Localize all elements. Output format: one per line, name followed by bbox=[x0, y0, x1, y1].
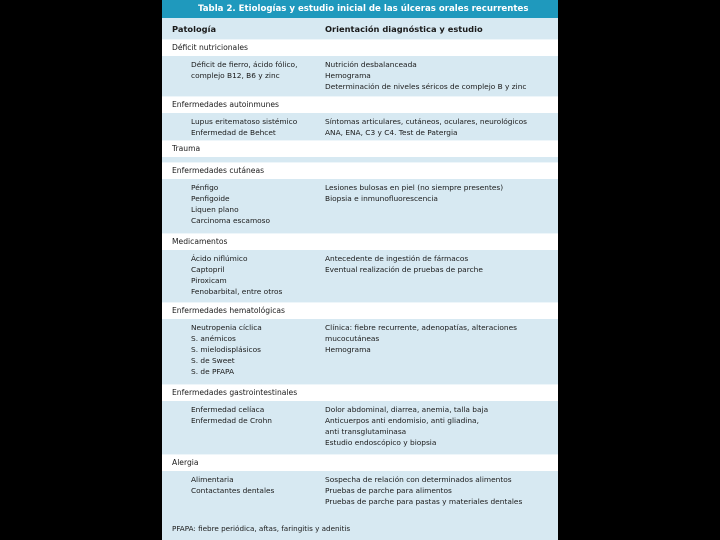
diagnosis-line: Determinación de niveles séricos de complejo B y zinc bbox=[325, 82, 527, 91]
detail-row bbox=[162, 471, 558, 515]
diagnosis-line: Anticuerpos anti endomisio, anti gliadina, bbox=[325, 416, 479, 425]
diagnosis-line: Biopsia e inmunofluorescencia bbox=[325, 194, 438, 203]
category-row bbox=[162, 141, 558, 157]
footnote-row bbox=[162, 515, 558, 540]
pathology-cell bbox=[191, 182, 270, 226]
category-label: Enfermedades cutáneas bbox=[172, 166, 265, 175]
category-row bbox=[162, 40, 558, 56]
pathology-line: Piroxicam bbox=[191, 276, 227, 285]
category-row bbox=[162, 385, 558, 401]
row-divider bbox=[162, 302, 558, 303]
diagnosis-line: Hemograma bbox=[325, 345, 371, 354]
pathology-line: Lupus eritematoso sistémico bbox=[191, 117, 298, 126]
diagnosis-cell bbox=[325, 59, 526, 92]
detail-row bbox=[162, 113, 558, 141]
pathology-line: Pénfigo bbox=[191, 183, 219, 192]
detail-row bbox=[162, 56, 558, 97]
pathology-cell bbox=[191, 59, 297, 81]
row-divider bbox=[162, 233, 558, 234]
category-label: Trauma bbox=[172, 144, 201, 153]
pathology-line: S. de PFAPA bbox=[191, 367, 235, 376]
row-divider bbox=[162, 39, 558, 40]
diagnosis-line: Eventual realización de pruebas de parche bbox=[325, 265, 483, 274]
diagnosis-cell bbox=[325, 322, 517, 355]
column-header-orientacion: Orientación diagnóstica y estudio bbox=[325, 24, 483, 34]
pathology-cell bbox=[191, 322, 262, 377]
table-slide bbox=[162, 0, 558, 540]
row-divider bbox=[162, 384, 558, 385]
table-title: Tabla 2. Etiologías y estudio inicial de las úlceras orales recurrentes bbox=[162, 0, 558, 18]
diagnosis-line: Hemograma bbox=[325, 71, 371, 80]
pathology-line: Déficit de fierro, ácido fólico, bbox=[191, 60, 298, 69]
diagnosis-line: Lesiones bulosas en piel (no siempre presentes) bbox=[325, 183, 504, 192]
pathology-line: Enfermedad de Crohn bbox=[191, 416, 272, 425]
pathology-cell bbox=[191, 404, 272, 426]
pathology-line: Enfermedad de Behcet bbox=[191, 128, 276, 137]
diagnosis-cell bbox=[325, 253, 483, 275]
pathology-line: Liquen plano bbox=[191, 205, 239, 214]
row-divider bbox=[162, 454, 558, 455]
column-header-row bbox=[162, 18, 558, 40]
pathology-line: Captopril bbox=[191, 265, 225, 274]
pathology-line: Ácido niflúmico bbox=[191, 254, 248, 263]
pathology-line: Alimentaria bbox=[191, 475, 234, 484]
diagnosis-line: Estudio endoscópico y biopsia bbox=[325, 438, 437, 447]
detail-row bbox=[162, 319, 558, 385]
diagnosis-line: Sospecha de relación con determinados alimentos bbox=[325, 475, 512, 484]
diagnosis-line: anti transglutaminasa bbox=[325, 427, 407, 436]
category-label: Enfermedades hematológicas bbox=[172, 306, 285, 315]
category-label: Medicamentos bbox=[172, 237, 228, 246]
diagnosis-line: ANA, ENA, C3 y C4. Test de Patergia bbox=[325, 128, 458, 137]
category-row bbox=[162, 303, 558, 319]
diagnosis-line: Nutrición desbalanceada bbox=[325, 60, 417, 69]
diagnosis-line: Síntomas articulares, cutáneos, oculares, neurológicos bbox=[325, 117, 527, 126]
pathology-line: Penfigoide bbox=[191, 194, 230, 203]
pathology-line: S. de Sweet bbox=[191, 356, 235, 365]
diagnosis-cell bbox=[325, 474, 522, 507]
detail-row bbox=[162, 179, 558, 234]
diagnosis-cell bbox=[325, 404, 488, 448]
pathology-cell bbox=[191, 253, 282, 297]
pathology-line: S. anémicos bbox=[191, 334, 236, 343]
column-header-patologia: Patología bbox=[172, 24, 217, 34]
pathology-line: S. mielodisplásicos bbox=[191, 345, 261, 354]
diagnosis-line: mucocutáneas bbox=[325, 334, 380, 343]
pathology-line: Neutropenia cíclica bbox=[191, 323, 262, 332]
category-row bbox=[162, 234, 558, 250]
row-divider bbox=[162, 162, 558, 163]
pathology-line: Contactantes dentales bbox=[191, 486, 275, 495]
pathology-cell bbox=[191, 116, 297, 138]
pathology-line: complejo B12, B6 y zinc bbox=[191, 71, 280, 80]
row-divider bbox=[162, 96, 558, 97]
footnote: PFAPA: fiebre periódica, aftas, faringitis y adenitis bbox=[172, 524, 351, 533]
pathology-line: Carcinoma escamoso bbox=[191, 216, 271, 225]
category-row bbox=[162, 455, 558, 471]
diagnosis-line: Clínica: fiebre recurrente, adenopatías, alteraciones bbox=[325, 323, 517, 332]
category-label: Déficit nutricionales bbox=[172, 43, 248, 52]
diagnosis-line: Pruebas de parche para alimentos bbox=[325, 486, 452, 495]
diagnosis-cell bbox=[325, 116, 527, 138]
detail-row bbox=[162, 250, 558, 303]
category-label: Enfermedades gastrointestinales bbox=[172, 388, 298, 397]
pathology-cell bbox=[191, 474, 274, 496]
pathology-line: Fenobarbital, entre otros bbox=[191, 287, 283, 296]
category-row bbox=[162, 163, 558, 179]
diagnosis-line: Pruebas de parche para pastas y materiales dentales bbox=[325, 497, 523, 506]
diagnosis-line: Dolor abdominal, diarrea, anemia, talla baja bbox=[325, 405, 489, 414]
category-row bbox=[162, 97, 558, 113]
detail-row bbox=[162, 401, 558, 455]
pathology-line: Enfermedad celíaca bbox=[191, 405, 265, 414]
category-label: Enfermedades autoinmunes bbox=[172, 100, 280, 109]
row-divider bbox=[162, 140, 558, 141]
diagnosis-line: Antecedente de ingestión de fármacos bbox=[325, 254, 469, 263]
diagnosis-cell bbox=[325, 182, 503, 204]
category-label: Alergia bbox=[172, 458, 199, 467]
